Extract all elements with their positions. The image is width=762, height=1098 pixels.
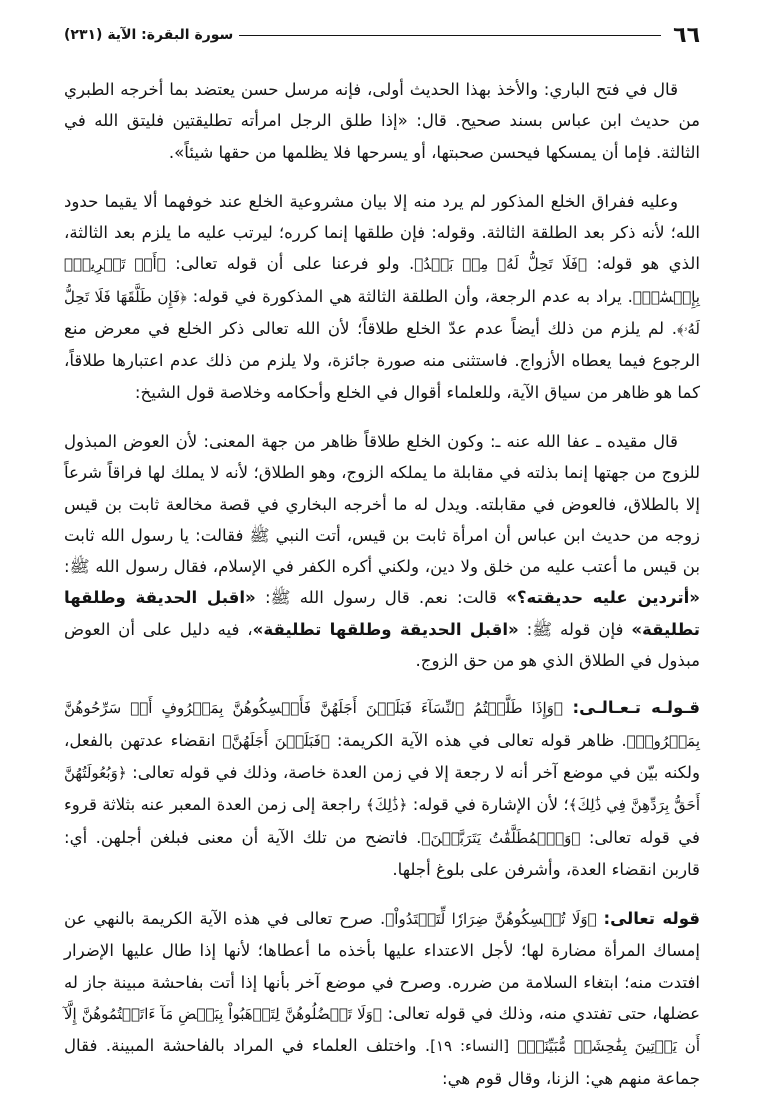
hadith-quote: «أتردين عليه حديقته؟» bbox=[506, 588, 701, 608]
paragraph-text: . ظاهر قوله تعالى في هذه الآية الكريمة: bbox=[336, 730, 627, 750]
paragraph-text: راجعة إلى زمن العدة المعبر عنه بثلاثة قروء في قوله تعالى: bbox=[64, 795, 700, 847]
paragraph-text: . ولو فرعنا على أن قوله تعالى: bbox=[175, 254, 415, 274]
paragraph-3 bbox=[64, 426, 700, 676]
section-heading: قـولـه تـعـالـى: bbox=[572, 698, 700, 718]
header-rule bbox=[239, 35, 661, 36]
quran-verse: ﴿أَوۡ تَسۡرِيحُۢ بِإِحۡسَٰنٖ﴾ bbox=[64, 255, 700, 306]
paragraph-text: . صرح تعالى في هذه الآية الكريمة بالنهي عن إمساك المرأة مضارة لها؛ لأجل الاعتداء عليها بأخذه ما أعطاها؛ لأنها إذا طال عليها الإضرار افتدت منه؛ ابتغاء السلامة من ضرره. وصرح في موضع آخر بأنها إذا أتت بفاحشة مبينة جاز له عضلها، حتى تفتدي منه، وذلك في قوله تعالى: bbox=[64, 909, 700, 1024]
paragraph-text: . فاتضح من تلك الآية أن معنى فبلغن أجلهن. أي: قاربن انقضاء العدة، وأشرفن على بلوغ أجلها. bbox=[64, 827, 700, 879]
quran-verse: ﴿وَلَا تُمۡسِكُوهُنَّ ضِرَارٗا لِّتَعۡتَدُواْ﴾ bbox=[385, 910, 597, 929]
section-heading: قوله تعالى: bbox=[603, 909, 700, 929]
paragraph-text: ؛ لأن الإشارة في قوله: bbox=[412, 795, 569, 815]
paragraph-1 bbox=[64, 74, 700, 168]
paragraph-5 bbox=[64, 903, 700, 1094]
quran-verse: ﴿وَبُعُولَتُهُنَّ أَحَقُّ بِرَدِّهِنَّ فِي ذَٰلِكَ﴾ bbox=[64, 763, 700, 815]
page-body bbox=[64, 74, 700, 1094]
paragraph-text: وعليه ففراق الخلع المذكور لم يرد منه إلا بيان مشروعية الخلع عند خوفهما ألا يقيما حدود الله؛ لأنه ذكر بعد الطلقة الثالثة. وقوله: فإن طلقها إنما كرره؛ ليرتب عليه ما يلزم بعد الثالثة، الذي هو قوله: bbox=[64, 191, 700, 274]
quran-verse: ﴿فَإِن طَلَّقَهَا فَلَا تَحِلُّ لَهُۥ﴾ bbox=[64, 287, 700, 339]
paragraph-text: قال في فتح الباري: والأخذ بهذا الحديث أولى، فإنه مرسل حسن يعتضد بما أخرجه الطبري من حديث ابن عباس بسند صحيح. قال: «إذا طلق الرجل امرأته تطليقتين فليتق الله في الثالثة. فإما أن يمسكها فيحسن صحبتها، أو يسرحها فلا يظلمها من حقها شيئاً». bbox=[64, 80, 700, 162]
paragraph-text: ، فيه دليل على أن العوض مبذول في الطلاق الذي هو من حق الزوج. bbox=[64, 619, 700, 671]
paragraph-text: قال مقيده ـ عفا الله عنه ـ: وكون الخلع طلاقاً ظاهر من جهة المعنى: لأن العوض المبذول للزوج من جهتها إنما بذلته في مقابلة ما يملكه الزوج، وهو الطلاق؛ لأنه لا يملك لها فراقاً شرعاً إلا بالطلاق، فالعوض في مقابلته. ويدل له ما أخرجه البخاري في قصة مخالعة ثابت بن قيس زوجه من حديث ابن عباس أن امرأة ثابت بن قيس، أتت النبي ﷺ فقالت: يا رسول الله ثابت بن قيس ما أعتب عليه من خلق ولا دين، ولكني أكره الكفر في الإسلام، فقال رسول الله ﷺ: bbox=[64, 431, 700, 577]
paragraph-text: . يراد به عدم الرجعة، وأن الطلقة الثالثة هي المذكورة في قوله: bbox=[192, 286, 633, 306]
paragraph-text: . واختلف العلماء في المراد بالفاحشة المبينة. فقال جماعة منهم هي: الزنا، وقال قوم هي: bbox=[64, 1036, 700, 1088]
paragraph-text: . لم يلزم من ذلك أيضاً عدم عدّ الخلع طلاقاً؛ لأن الله تعالى ذكر الخلع في معرض منع الرجوع فيما يعطاه الأزواج. فاستثنى منه صورة جائزة، ولا يلزم من ذلك عدم اعتبارها طلاقاً، كما هو ظاهر من سياق الآية، وللعلماء أقوال في الخلع وأحكامه وخلاصة قول الشيخ: bbox=[64, 319, 700, 402]
page-number: ٦٦ bbox=[673, 22, 700, 48]
quran-verse: ﴿فَبَلَغۡنَ أَجَلَهُنَّ﴾ bbox=[222, 731, 330, 750]
paragraph-text: انقضاء عدتهن بالفعل، ولكنه بيّن في موضع آخر أنه لا رجعة إلا في زمن العدة خاصة، وذلك في قوله تعالى: bbox=[64, 730, 700, 782]
quran-verse: ﴿وَإِذَا طَلَّقۡتُمُ ٱلنِّسَآءَ فَبَلَغۡنَ أَجَلَهُنَّ فَأَمۡسِكُوهُنَّ بِمَعۡرُوفٍ أَوۡ سَرِّحُوهُنَّ بِمَعۡرُوفٖ﴾ bbox=[64, 699, 700, 750]
quran-verse: ﴿وَلَا تَعۡضُلُوهُنَّ لِتَذۡهَبُواْ بِبَعۡضِ مَآ ءَاتَيۡتُمُوهُنَّ إِلَّآ أَن يَأۡتِينَ بِفَٰحِشَةٖ مُّبَيِّنَةٖ﴾ bbox=[64, 1005, 700, 1056]
paragraph-4 bbox=[64, 692, 700, 885]
quran-verse: ﴿وَٱلۡمُطَلَّقَٰتُ يَتَرَبَّصۡنَ﴾ bbox=[421, 828, 581, 847]
hadith-quote: «اقبل الحديقة وطلقها تطليقة» bbox=[252, 619, 519, 639]
verse-reference: [النساء: ١٩] bbox=[430, 1037, 510, 1056]
paragraph-text: قالت: نعم. قال رسول الله ﷺ: bbox=[264, 588, 497, 608]
quran-verse: ﴿ذَٰلِكَ﴾ bbox=[365, 796, 408, 815]
hadith-quote: «اقبل الحديقة وطلقها تطليقة» bbox=[64, 588, 700, 639]
page-header bbox=[64, 20, 700, 50]
quran-verse: ﴿فَلَا تَحِلُّ لَهُۥ مِنۢ بَعۡدُ﴾ bbox=[414, 255, 587, 274]
running-head: سورة البقرة: الآية (٢٣١) bbox=[64, 27, 234, 43]
paragraph-2 bbox=[64, 186, 700, 408]
paragraph-text: فإن قوله ﷺ: bbox=[526, 619, 624, 639]
